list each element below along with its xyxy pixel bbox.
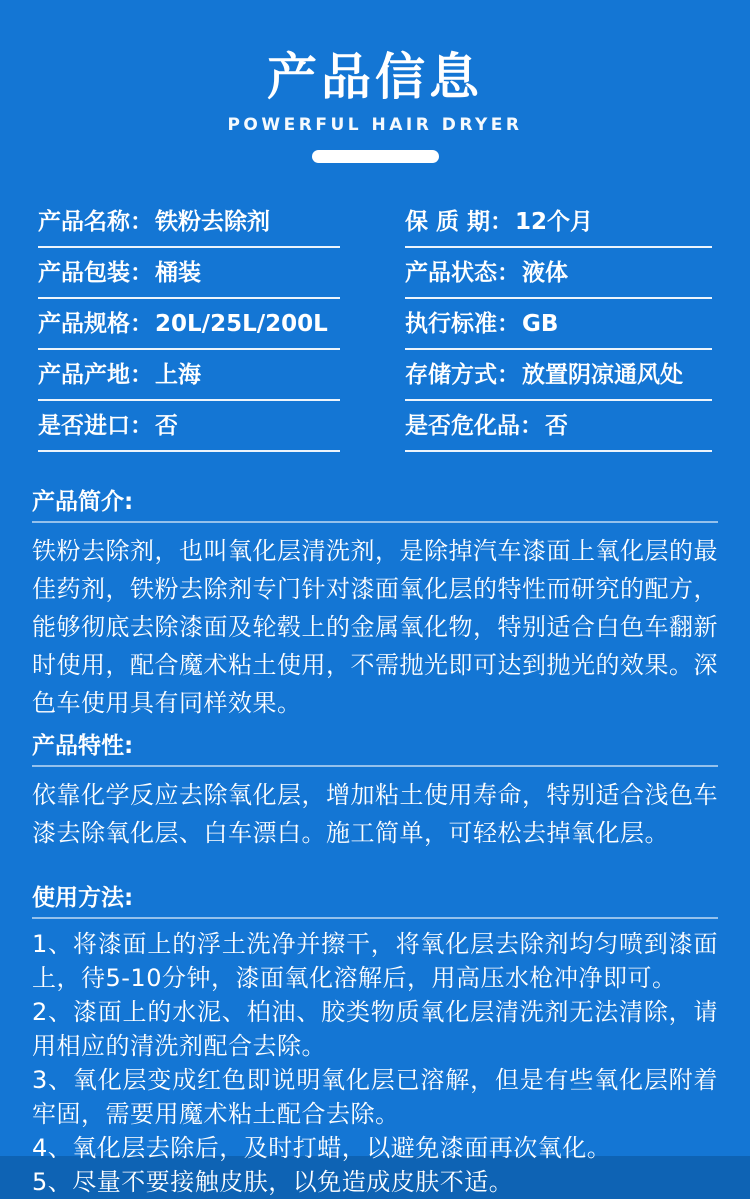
spec-value: 铁粉去除剂 <box>155 209 270 235</box>
header <box>0 0 750 163</box>
spec-label: 执行标准： <box>405 311 520 337</box>
spec-packaging <box>38 260 340 299</box>
spec-value: 桶装 <box>155 260 201 286</box>
page-subtitle: POWERFUL HAIR DRYER <box>227 115 523 135</box>
spec-label: 保 质 期： <box>405 209 514 235</box>
features-body: 依靠化学反应去除氧化层，增加粘土使用寿命，特别适合浅色车漆去除氧化层、白车漂白。施工简单，可轻松去掉氧化层。 <box>32 781 718 847</box>
section-product-intro <box>32 488 718 722</box>
spec-label: 是否危化品： <box>405 413 543 439</box>
usage-list <box>32 927 718 1199</box>
intro-body: 铁粉去除剂，也叫氧化层清洗剂，是除掉汽车漆面上氧化层的最佳药剂，铁粉去除剂专门针对漆面氧化层的特性而研究的配方，能够彻底去除漆面及轮毂上的金属氧化物，特别适合白色车翻新时使用，配合魔术粘土使用，不需抛光即可达到抛光的效果。深色车使用具有同样效果。 <box>32 537 718 717</box>
usage-heading: 使用方法: <box>32 884 718 919</box>
usage-item: 1、将漆面上的浮土洗净并擦干，将氧化层去除剂均匀喷到漆面上，待5-10分钟，漆面氧化溶解后，用高压水枪冲净即可。 <box>32 930 718 992</box>
spec-state <box>405 260 712 299</box>
spec-value: 放置阴凉通风处 <box>522 362 683 388</box>
spec-value: 20L/25L/200L <box>155 311 328 337</box>
spec-standard <box>405 311 712 350</box>
spec-value: 12个月 <box>515 209 594 235</box>
spec-label: 产品名称： <box>38 209 153 235</box>
spec-value: 否 <box>545 413 568 439</box>
usage-item: 4、氧化层去除后，及时打蜡，以避免漆面再次氧化。 <box>32 1134 612 1162</box>
spec-label: 是否进口： <box>38 413 153 439</box>
spec-label: 产品状态： <box>405 260 520 286</box>
spec-label: 产品规格： <box>38 311 153 337</box>
spec-label: 产品包装： <box>38 260 153 286</box>
spec-value: 否 <box>155 413 178 439</box>
section-usage-instructions <box>32 884 718 1199</box>
spec-label: 产品产地： <box>38 362 153 388</box>
spec-storage <box>405 362 712 401</box>
specs-grid <box>38 209 712 464</box>
spec-size <box>38 311 340 350</box>
spec-value: 液体 <box>522 260 568 286</box>
spec-label: 存储方式： <box>405 362 520 388</box>
spec-origin <box>38 362 340 401</box>
section-product-features <box>32 732 718 852</box>
usage-item: 2、漆面上的水泥、柏油、胶类物质氧化层清洗剂无法清除，请用相应的清洗剂配合去除。 <box>32 998 718 1060</box>
title-underline-bar <box>312 150 439 163</box>
features-heading: 产品特性: <box>32 732 718 767</box>
usage-item: 5、尽量不要接触皮肤，以免造成皮肤不适。 <box>32 1168 514 1196</box>
usage-item: 3、氧化层变成红色即说明氧化层已溶解，但是有些氧化层附着牢固，需要用魔术粘土配合去除。 <box>32 1066 718 1128</box>
intro-heading: 产品简介: <box>32 488 718 523</box>
page-title: 产品信息 <box>267 48 483 106</box>
spec-value: 上海 <box>155 362 201 388</box>
spec-shelf-life <box>405 209 712 248</box>
spec-product-name <box>38 209 340 248</box>
spec-value: GB <box>522 311 559 337</box>
spec-hazardous <box>405 413 712 452</box>
spec-imported <box>38 413 340 452</box>
